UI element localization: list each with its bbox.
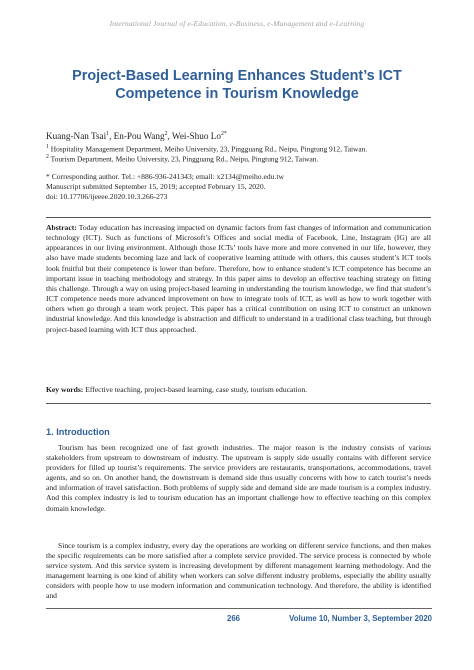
section-heading-introduction: 1. Introduction	[46, 427, 110, 437]
abstract	[46, 223, 431, 335]
affiliation-2	[46, 152, 446, 164]
journal-header: International Journal of e-Education, e-Business, e-Management and e-Learning	[109, 19, 365, 28]
affiliation-2-text: Tourism Department, Meiho University, 23, Pingguang Rd., Neipu, Pingtung 912, Taiwan.	[50, 154, 319, 164]
paragraph-1-text: Tourism has been recognized one of fast growth industries. The major reason is the industry consists of various stakeholders from upstream to downstream of industry. The upstream is supply side usually contains with different service providers for filled up tourist’s requirements. The service providers are restaurants, transportations, accommodations, travel agents, and so on. On another hand, the downstream is demand side thus usually concerns with how to catch tourist’s needs and information of travel satisfaction. Both problems of supply side and demand side are made tourism is a complex industry. And this complex industry is led to tourism education has an important challenge how to effective teaching on this complex domain knowledge.	[46, 443, 431, 513]
author-1: Kuang-Nan Tsai	[46, 131, 107, 142]
introduction-paragraph-1	[46, 443, 431, 514]
paragraph-2-text: Since tourism is a complex industry, every day the operations are working on different service functions, and then makes the specific requirements can be more satisfied after a complete service provided. The service process is connected by whole service system. And this service system is increasing development by different management learning methodology. And the management learning is one kind of ability when workers can solve different industry problems, especially the ability usually considers with people how to use modern information and communication technology. And therefore, the ability is identified and	[46, 541, 431, 601]
keywords-text: Effective teaching, project-based learning, case study, tourism education.	[83, 385, 308, 394]
footer-divider	[46, 608, 432, 609]
volume-info: Volume 10, Number 3, September 2020	[289, 614, 432, 623]
author-2-affil: 2	[164, 131, 168, 137]
manuscript-dates: Manuscript submitted September 15, 2019; accepted February 15, 2020.	[46, 182, 266, 192]
page-number: 266	[227, 614, 241, 623]
affiliation-2-number: 2	[46, 154, 49, 160]
abstract-text: Today education has increasing impacted on dynamic factors from fast changes of information and communication technology (ICT). Such as functions of Microsoft’s Offices and social media of Facebook, Line, Instagram (IG) are all appearances in our living environment. Although those ICTs’ tools have more and more convened in our life, however, they also have made students becoming laze and lack of cooperative learning attitude with others, this causes student’s ICT tools look fruitful but their competence is lower than before. Therefore, how to enhance student’s ICT competence has become an important issue in teaching methodology and strategy. In this paper aims to develop an effective teaching strategy on fitting this challenge. Through a way on using project-based learning in understanding the tourism knowledge, we find that student’s ICT competence needs more advanced improvement on how to integrate tools of ICT, as well as how to work together with others when go through a team work project. This paper has a critical contribution on using ICT to construct an unknown industrial knowledge. And this knowledge is abstraction and difficult to understand in a traditional class teaching, but through project-based learning with ICT thus approached.	[46, 223, 431, 334]
title-line-1: Project-Based Learning Enhances Student’s ICT	[72, 68, 402, 84]
abstract-label: Abstract:	[46, 223, 77, 232]
author-2: , En-Pou Wang	[109, 131, 165, 142]
corresponding-author: * Corresponding author. Tel.: +886-936-241343; email: x2134@meiho.edu.tw	[46, 172, 284, 181]
article-metadata	[46, 172, 436, 203]
keywords-label: Key words:	[46, 385, 84, 394]
author-3: , Wei-Shuo Lo	[167, 131, 221, 142]
abstract-box	[46, 217, 431, 404]
introduction-paragraph-2	[46, 541, 431, 602]
keywords	[46, 385, 431, 395]
author-3-affil: 2*	[220, 131, 227, 137]
affiliation-1-number: 1	[46, 144, 49, 150]
author-1-affil: 1	[106, 131, 110, 137]
affiliation-1-text: Hospitality Management Department, Meiho University, 23, Pingguang Rd., Neipu, Pingtung 912, Taiwan.	[50, 144, 368, 154]
paper-title	[40, 67, 434, 103]
author-list	[46, 128, 436, 142]
title-line-2: Competence in Tourism Knowledge	[115, 86, 359, 102]
doi: doi: 10.17706/ijeeee.2020.10.3.266-273	[46, 192, 168, 202]
